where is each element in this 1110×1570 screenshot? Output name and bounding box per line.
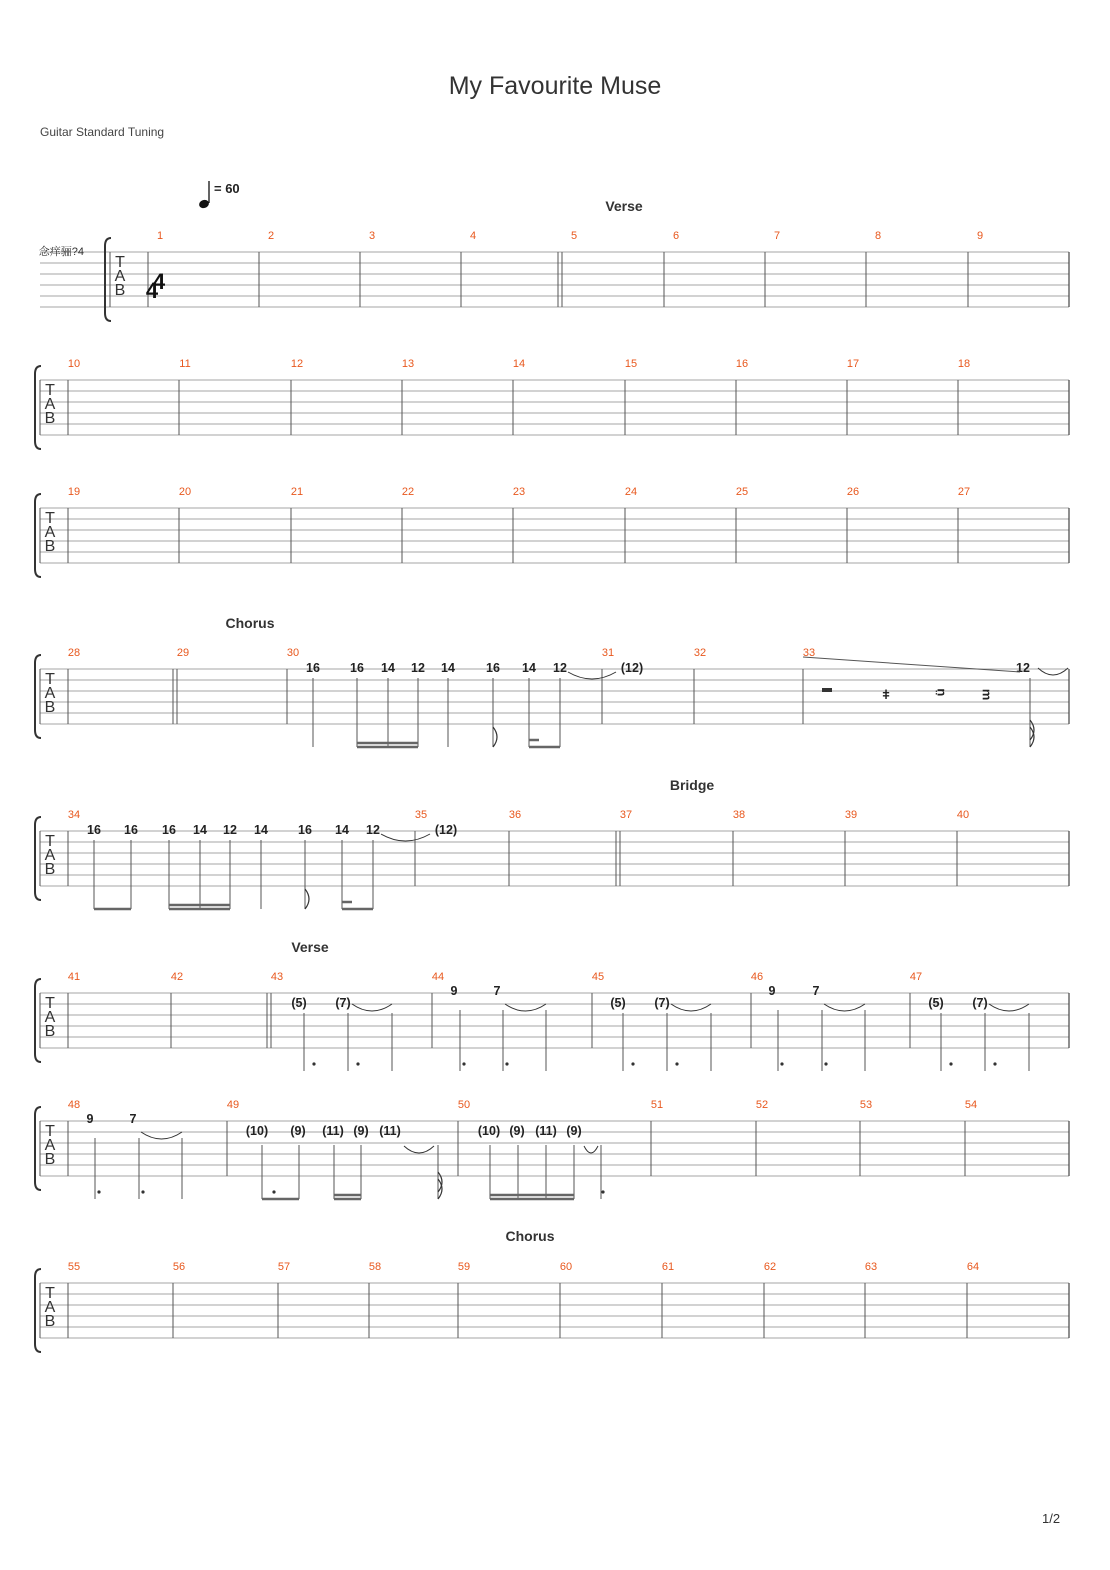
measure-number: 22 <box>401 486 415 498</box>
measure-number: 48 <box>67 1099 81 1111</box>
measure-number: 42 <box>170 971 184 983</box>
measure-number: 63 <box>864 1261 878 1273</box>
measure-number: 35 <box>414 809 428 821</box>
measure-number: 10 <box>67 358 81 370</box>
measure-number: 19 <box>67 486 81 498</box>
section-label: Bridge <box>669 777 715 793</box>
section-label: Chorus <box>225 615 275 631</box>
staccato-dot <box>97 1190 100 1193</box>
staccato-dot <box>949 1062 952 1065</box>
tab-clef-letter: B <box>44 1313 56 1330</box>
tie-arc <box>568 672 616 679</box>
measure-number: 23 <box>512 486 526 498</box>
tab-clef-letter: A <box>44 685 56 702</box>
fret-number: (11) <box>535 1124 557 1138</box>
measure-number: 34 <box>67 809 81 821</box>
measure-number: 30 <box>286 647 300 659</box>
fret-number: 16 <box>350 661 364 675</box>
staccato-dot <box>272 1190 275 1193</box>
measure-number: 56 <box>172 1261 186 1273</box>
note-flag <box>305 889 309 909</box>
measure-number: 13 <box>401 358 415 370</box>
fret-number: 12 <box>223 823 237 837</box>
tab-clef-letter: T <box>45 671 55 688</box>
fret-number: (7) <box>972 996 988 1010</box>
tie-arc <box>404 1146 434 1153</box>
track-name-label: 念痒骊?4 <box>38 246 84 258</box>
staccato-dot <box>631 1062 634 1065</box>
measure-number: 53 <box>859 1099 873 1111</box>
measure-number: 57 <box>277 1261 291 1273</box>
fret-number: (12) <box>620 661 644 675</box>
measure-number: 17 <box>846 358 860 370</box>
measure-number: 39 <box>844 809 858 821</box>
sixteenth-rest-icon: ᴟ <box>982 687 990 701</box>
tab-clef-letter: T <box>45 833 55 850</box>
staccato-dot <box>141 1190 144 1193</box>
tab-clef-letter: A <box>44 1137 56 1154</box>
tie-arc <box>989 1004 1029 1011</box>
tuning-label: Guitar Standard Tuning <box>40 125 165 139</box>
staccato-dot <box>356 1062 359 1065</box>
tie-arc <box>141 1132 182 1139</box>
staccato-dot <box>780 1062 783 1065</box>
tie-arc <box>381 834 430 841</box>
fret-number: 9 <box>86 1112 94 1126</box>
measure-number: 50 <box>457 1099 471 1111</box>
fret-number: (11) <box>379 1124 401 1138</box>
staccato-dot <box>312 1062 315 1065</box>
tab-clef-letter: A <box>44 1299 56 1316</box>
measure-number: 37 <box>619 809 633 821</box>
measure-number: 32 <box>693 647 707 659</box>
fret-number: (5) <box>928 996 944 1010</box>
fret-number: (9) <box>566 1124 582 1138</box>
fret-number: 14 <box>254 823 268 837</box>
measure-number: 21 <box>290 486 304 498</box>
measure-number: 8 <box>874 230 882 242</box>
section-label: Chorus <box>505 1228 555 1244</box>
fret-number: (7) <box>654 996 670 1010</box>
page-number: 1/2 <box>1042 1511 1061 1526</box>
measure-number: 25 <box>735 486 749 498</box>
measure-number: 24 <box>624 486 638 498</box>
tab-clef-letter: T <box>45 510 55 527</box>
tab-clef-letter: T <box>45 1123 55 1140</box>
fret-number: 16 <box>124 823 138 837</box>
measure-number: 31 <box>601 647 615 659</box>
tab-clef-letter: B <box>44 861 56 878</box>
measure-number: 1 <box>156 230 164 242</box>
fret-number: 12 <box>1016 661 1030 675</box>
fret-number: 16 <box>162 823 176 837</box>
fret-number: (12) <box>434 823 458 837</box>
measure-number: 18 <box>957 358 971 370</box>
measure-number: 60 <box>559 1261 573 1273</box>
measure-number: 12 <box>290 358 304 370</box>
tab-clef-letter: T <box>45 995 55 1012</box>
measure-number: 29 <box>176 647 190 659</box>
fret-number: 16 <box>306 661 320 675</box>
fret-number: (9) <box>353 1124 369 1138</box>
fret-number: (10) <box>245 1124 269 1138</box>
tab-clef-letter: B <box>44 1151 56 1168</box>
fret-number: (5) <box>291 996 307 1010</box>
staccato-dot <box>675 1062 678 1065</box>
tab-clef-letter: A <box>44 1009 56 1026</box>
measure-number: 11 <box>179 358 191 370</box>
tab-clef-letter: B <box>44 410 56 427</box>
fret-number: (9) <box>290 1124 306 1138</box>
tab-clef-letter: T <box>45 382 55 399</box>
fret-number: (9) <box>509 1124 525 1138</box>
measure-number: 38 <box>732 809 746 821</box>
measure-number: 41 <box>67 971 81 983</box>
slide-line <box>803 657 1020 672</box>
fret-number: 16 <box>486 661 500 675</box>
measure-number: 43 <box>270 971 284 983</box>
song-title: My Favourite Muse <box>448 72 662 100</box>
tempo-quarter-note-icon <box>198 199 210 210</box>
measure-number: 33 <box>802 647 816 659</box>
measure-number: 61 <box>661 1261 675 1273</box>
tie-arc <box>824 1004 865 1011</box>
fret-number: 14 <box>193 823 207 837</box>
tempo-marking: = 60 <box>214 181 240 196</box>
measure-number: 36 <box>508 809 522 821</box>
fret-number: 12 <box>366 823 380 837</box>
tie-arc <box>671 1004 711 1011</box>
measure-number: 51 <box>650 1099 664 1111</box>
measure-number: 26 <box>846 486 860 498</box>
tie-arc <box>352 1004 392 1011</box>
fret-number: 7 <box>812 984 820 998</box>
tab-clef-letter: A <box>44 847 56 864</box>
measure-number: 46 <box>750 971 764 983</box>
measure-number: 59 <box>457 1261 471 1273</box>
fret-number: 9 <box>450 984 458 998</box>
measure-number: 7 <box>773 230 781 242</box>
tab-clef-letter: A <box>44 524 56 541</box>
fret-number: (11) <box>322 1124 344 1138</box>
half-rest-icon <box>822 688 832 692</box>
fret-number: 7 <box>129 1112 137 1126</box>
tab-clef-letter: B <box>114 282 126 299</box>
measure-number: 5 <box>570 230 578 242</box>
staccato-dot <box>462 1062 465 1065</box>
eighth-rest-icon: ᴞ <box>935 685 945 699</box>
fret-number: 16 <box>298 823 312 837</box>
measure-number: 64 <box>966 1261 980 1273</box>
fret-number: 14 <box>335 823 349 837</box>
tie-arc <box>584 1146 598 1153</box>
fret-number: 14 <box>522 661 536 675</box>
fret-number: 7 <box>493 984 501 998</box>
fret-number: (5) <box>610 996 626 1010</box>
time-signature-top: 4 <box>152 269 166 294</box>
measure-number: 16 <box>735 358 749 370</box>
fret-number: 16 <box>87 823 101 837</box>
measure-number: 52 <box>755 1099 769 1111</box>
staccato-dot <box>505 1062 508 1065</box>
measure-number: 49 <box>226 1099 240 1111</box>
fret-number: 9 <box>768 984 776 998</box>
note-flag <box>493 727 497 747</box>
measure-number: 44 <box>431 971 445 983</box>
measure-number: 2 <box>267 230 275 242</box>
tab-clef-letter: T <box>115 254 125 271</box>
fret-number: 14 <box>381 661 395 675</box>
section-label: Verse <box>291 939 329 955</box>
tab-clef-letter: A <box>114 268 126 285</box>
measure-number: 6 <box>672 230 680 242</box>
tab-clef-letter: B <box>44 1023 56 1040</box>
measure-number: 40 <box>956 809 970 821</box>
measure-number: 20 <box>178 486 192 498</box>
measure-number: 28 <box>67 647 81 659</box>
measure-number: 55 <box>67 1261 81 1273</box>
measure-number: 9 <box>976 230 984 242</box>
measure-number: 45 <box>591 971 605 983</box>
measure-number: 15 <box>624 358 638 370</box>
measure-number: 54 <box>964 1099 978 1111</box>
fret-number: 12 <box>411 661 425 675</box>
measure-number: 14 <box>512 358 526 370</box>
fret-number: (7) <box>335 996 351 1010</box>
tab-clef-letter: B <box>44 699 56 716</box>
fret-number: 14 <box>441 661 455 675</box>
staccato-dot <box>601 1190 604 1193</box>
measure-number: 4 <box>469 230 477 242</box>
quarter-rest-icon: ǂ <box>882 688 890 702</box>
tie-arc <box>505 1004 546 1011</box>
section-label: Verse <box>605 198 643 214</box>
measure-number: 62 <box>763 1261 777 1273</box>
tab-clef-letter: B <box>44 538 56 555</box>
measure-number: 58 <box>368 1261 382 1273</box>
fret-number: 12 <box>553 661 567 675</box>
tab-clef-letter: T <box>45 1285 55 1302</box>
staccato-dot <box>993 1062 996 1065</box>
staccato-dot <box>824 1062 827 1065</box>
time-signature-bottom: 4 <box>145 278 159 303</box>
measure-number: 27 <box>957 486 971 498</box>
measure-number: 47 <box>909 971 923 983</box>
fret-number: (10) <box>477 1124 501 1138</box>
tab-clef-letter: A <box>44 396 56 413</box>
measure-number: 3 <box>368 230 376 242</box>
